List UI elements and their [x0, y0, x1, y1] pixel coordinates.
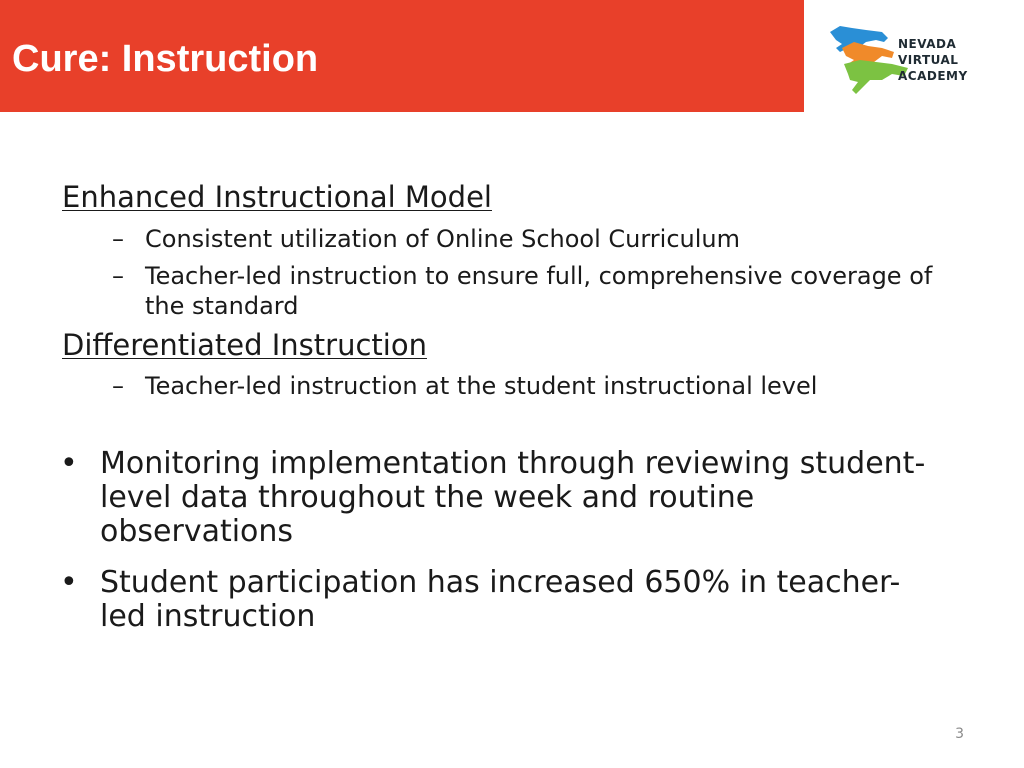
bullet-marker: •	[60, 565, 78, 600]
bullet-text: Monitoring implementation through reviewing student-level data throughout the week and routine observations	[100, 446, 926, 549]
nevada-virtual-academy-logo	[822, 18, 1012, 102]
bullet-text: Student participation has increased 650% in teacher-led instruction	[100, 565, 901, 634]
sub-item	[112, 261, 952, 321]
dash-marker: –	[112, 262, 124, 290]
logo-line-1: NEVADA	[898, 37, 957, 51]
sub-item-text: Teacher-led instruction to ensure full, comprehensive coverage of the standard	[145, 262, 933, 320]
sub-item-text: Consistent utilization of Online School Curriculum	[145, 225, 741, 253]
dash-marker: –	[112, 225, 124, 253]
logo-text	[898, 36, 968, 84]
slide-title: Cure: Instruction	[12, 38, 319, 80]
section-heading-differentiated: Differentiated Instruction	[62, 328, 427, 362]
sub-item	[112, 224, 952, 254]
sub-item-text: Teacher-led instruction at the student instructional level	[145, 372, 818, 400]
dash-marker: –	[112, 372, 124, 400]
bullet-marker: •	[60, 446, 78, 481]
logo-line-2: VIRTUAL	[898, 53, 959, 67]
section-heading-enhanced-model: Enhanced Instructional Model	[62, 180, 492, 214]
logo-line-3: ACADEMY	[898, 69, 968, 83]
bullet-item	[60, 447, 960, 549]
page-number: 3	[955, 726, 964, 742]
bullet-item	[60, 566, 960, 634]
title-bar	[0, 0, 804, 112]
sub-item	[112, 371, 952, 401]
